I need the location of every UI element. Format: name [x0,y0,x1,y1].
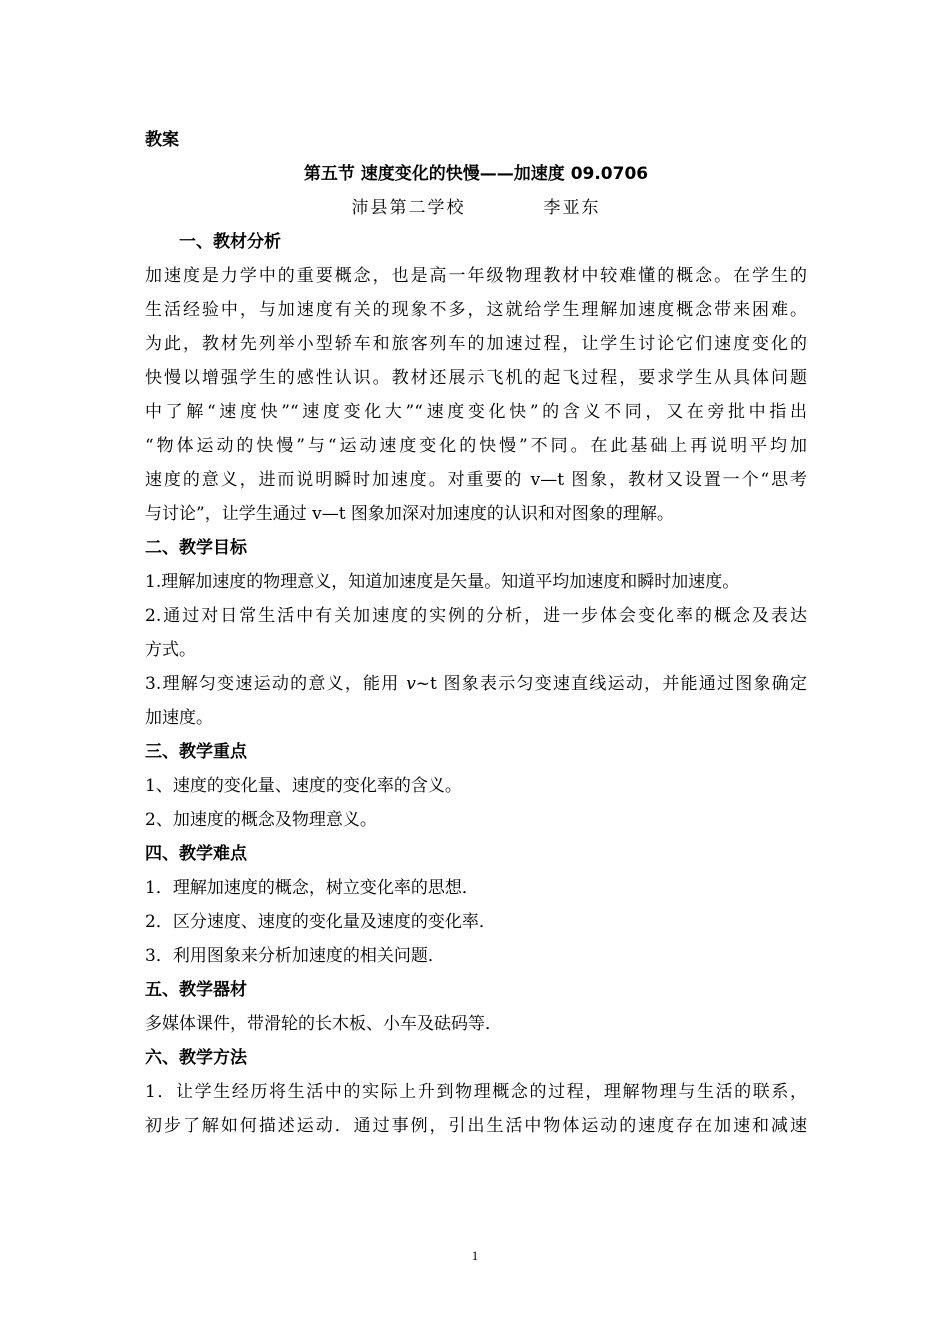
section-heading-key-points: 三、教学重点 [145,742,247,762]
paragraph-line: “物体运动的快慢”与“运动速度变化的快慢”不同。在此基础上再说明平均加 [145,436,807,456]
paragraph-line: 生活经验中，与加速度有关的现象不多，这就给学生理解加速度概念带来困难。 [145,300,807,320]
school-name: 沛县第二学校 [351,198,466,218]
section-heading-goals: 二、教学目标 [145,538,247,558]
doc-label: 教案 [145,130,179,150]
method-line-2: 初步了解如何描述运动．通过事例，引出生活中物体运动的速度存在加速和减速 [145,1116,807,1136]
lesson-title: 第五节 速度变化的快慢——加速度 09.0706 [303,164,649,184]
goal-item-3-prefix: 3.理解匀变速运动的意义，能用 [145,674,407,694]
paragraph-line: 与讨论”，让学生通过 v—t 图象加深对加速度的认识和对图象的理解。 [145,504,674,524]
equipment-text: 多媒体课件，带滑轮的长木板、小车及砝码等． [145,1014,502,1034]
author-line [145,191,807,225]
page-number: 1 [471,1248,479,1263]
paragraph-line: 快慢以增强学生的感性认识。教材还展示飞机的起飞过程，要求学生从具体问题 [145,368,807,388]
key-point-item: 2、加速度的概念及物理意义。 [145,810,377,830]
paragraph-line: 为此，教材先列举小型轿车和旅客列车的加速过程，让学生讨论它们速度变化的 [145,334,807,354]
author-name: 李亚东 [543,198,601,218]
difficulty-item: 3．利用图象来分析加速度的相关问题． [145,946,445,966]
goal-item-3-suffix: ~t 图象表示匀变速直线运动，并能通过图象确定 [415,674,807,694]
difficulty-item: 1．理解加速度的概念，树立变化率的思想． [145,878,479,898]
difficulty-item: 2．区分速度、速度的变化量及速度的变化率． [145,912,496,932]
section-heading-analysis: 一、教材分析 [179,232,281,252]
goal-item-2-line-1: 2.通过对日常生活中有关加速度的实例的分析，进一步体会变化率的概念及表达 [145,606,807,626]
goal-item-3-variable: v [406,674,416,694]
section-heading-equipment: 五、教学器材 [145,980,247,1000]
paragraph-line: 速度的意义，进而说明瞬时加速度。对重要的 v—t 图象，教材又设置一个“思考 [145,470,807,490]
goal-item-1: 1.理解加速度的物理意义，知道加速度是矢量。知道平均加速度和瞬时加速度。 [145,572,740,592]
goal-item-2-line-2: 方式。 [145,640,196,660]
paragraph-line: 中了解“速度快”“速度变化大”“速度变化快”的含义不同，又在旁批中指出 [145,402,807,422]
section-heading-difficulties: 四、教学难点 [145,844,247,864]
section-heading-methods: 六、教学方法 [145,1048,247,1068]
goal-item-3-line-2: 加速度。 [145,708,213,728]
paragraph-line: 加速度是力学中的重要概念，也是高一年级物理教材中较难懂的概念。在学生的 [145,266,807,286]
goal-item-3-line-1 [145,667,807,701]
key-point-item: 1、速度的变化量、速度的变化率的含义。 [145,776,462,796]
method-line-1: 1．让学生经历将生活中的实际上升到物理概念的过程，理解物理与生活的联系， [145,1082,807,1102]
page-content [145,123,807,1143]
